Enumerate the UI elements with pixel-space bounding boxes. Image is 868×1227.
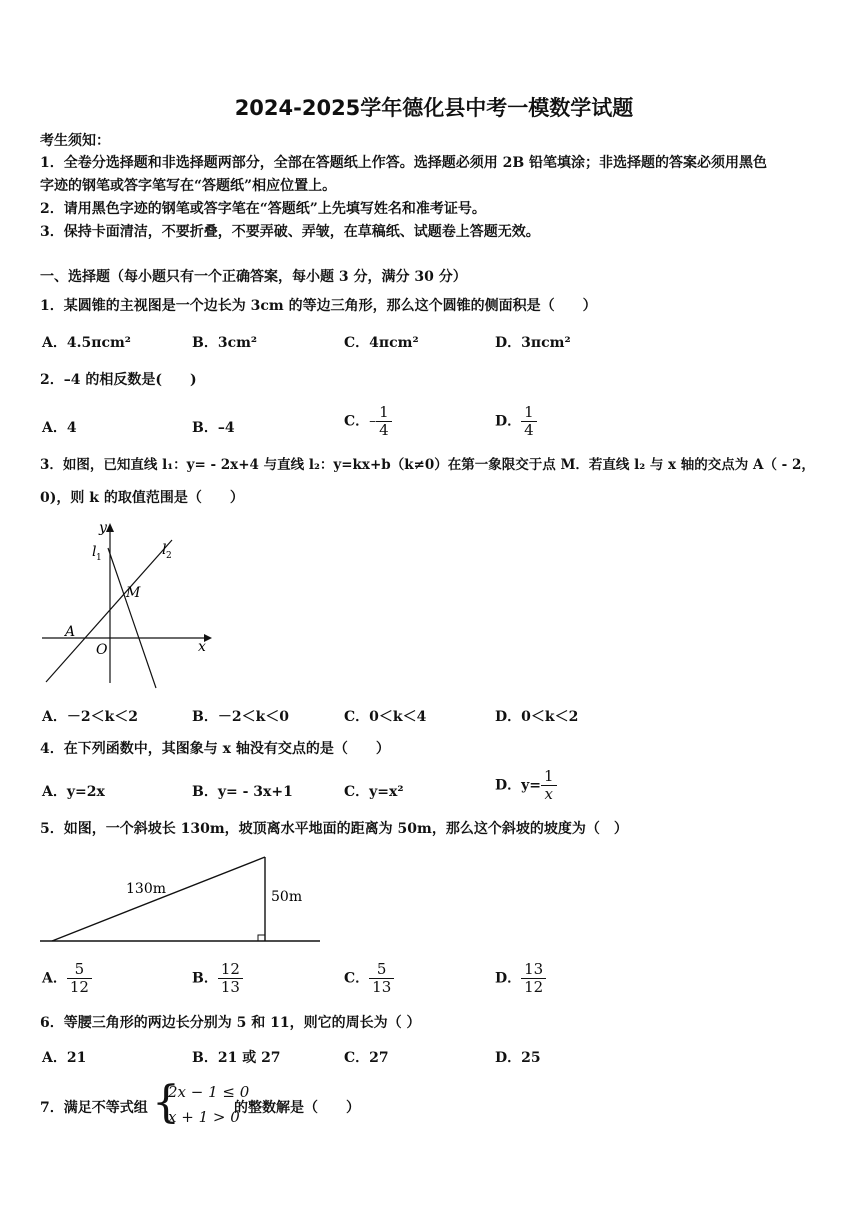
l1-subscript: 1 [96, 553, 102, 563]
l2-label: l [162, 542, 167, 558]
q2-option-c-denominator: 4 [376, 421, 392, 439]
q5-option-d [495, 961, 546, 996]
q6-option-d: D．25 [495, 1050, 541, 1066]
point-m-label: M [126, 585, 141, 601]
q3-option-d: D．0＜k＜2 [495, 709, 579, 725]
q4-option-d-label: D．y= [495, 777, 542, 794]
q4-option-c: C．y=x² [344, 784, 404, 800]
q1-option-b: B．3cm² [192, 335, 258, 351]
q3-option-a: A．－2＜k＜2 [42, 709, 139, 725]
q5-option-b-numerator: 12 [220, 960, 240, 978]
y-axis-label: y [99, 520, 107, 536]
q5-option-a [42, 961, 92, 996]
q3-stem-line1: 3．如图，已知直线 l₁：y= - 2x+4 与直线 l₂：y=kx+b（k≠0）在第一象限交于点 M．若直线 l₂ 与 x 轴的交点为 A（ - 2， [40, 457, 815, 473]
q1-option-c: C．4πcm² [344, 335, 419, 351]
q2-option-d-numerator: 1 [524, 403, 534, 421]
q5-option-a-denominator: 12 [67, 978, 92, 996]
q5-option-c-denominator: 13 [369, 978, 394, 996]
section-heading: 一、选择题（每小题只有一个正确答案，每小题 3 分，满分 30 分） [40, 269, 467, 285]
q2-option-c [344, 404, 392, 439]
q4-option-d [495, 768, 557, 803]
q5-stem: 5．如图，一个斜坡长 130m，坡顶离水平地面的距离为 50m，那么这个斜坡的坡度为（ ） [40, 821, 628, 837]
q4-option-b: B．y= - 3x+1 [192, 784, 293, 800]
q4-option-a: A．y=2x [42, 784, 105, 800]
q5-option-a-label: A． [42, 970, 67, 987]
q7-stem-prefix: 7．满足不等式组 [40, 1100, 148, 1116]
q2-stem: 2．–4 的相反数是( ) [40, 372, 197, 388]
l1-label: l [92, 544, 97, 560]
page-title: 2024-2025学年德化县中考一模数学试题 [234, 96, 634, 120]
q5-option-d-numerator: 13 [524, 960, 544, 978]
q2-option-b: B．–4 [192, 420, 235, 436]
notice-line2: 2．请用黑色字迹的钢笔或答字笔在“答题纸”上先填写姓名和准考证号。 [40, 201, 486, 217]
q5-option-b-label: B． [192, 970, 218, 987]
notice-line3: 3．保持卡面清洁，不要折叠，不要弄破、弄皱，在草稿纸、试题卷上答题无效。 [40, 224, 540, 240]
q7-inequality-1: 2x − 1 ≤ 0 [168, 1083, 250, 1101]
y-axis-arrow [106, 523, 114, 532]
notice-line1b: 字迹的钢笔或答字笔写在“答题纸”相应位置上。 [40, 178, 337, 194]
q6-stem: 6．等腰三角形的两边长分别为 5 和 11，则它的周长为（ ） [40, 1015, 421, 1031]
right-angle-mark [258, 935, 265, 941]
q1-option-d: D．3πcm² [495, 335, 571, 351]
q2-option-c-sign: – [369, 413, 377, 430]
q5-option-c [344, 961, 394, 996]
q2-option-d-denominator: 4 [521, 421, 537, 439]
q5-option-c-numerator: 5 [376, 960, 387, 978]
q6-option-a: A．21 [42, 1050, 87, 1066]
q5-option-c-label: C． [344, 970, 370, 987]
q1-stem: 1．某圆锥的主视图是一个边长为 3cm 的等边三角形，那么这个圆锥的侧面积是（ ） [40, 298, 597, 314]
q5-figure [38, 850, 328, 950]
height-label: 50m [271, 889, 303, 905]
q4-stem: 4．在下列函数中，其图象与 x 轴没有交点的是（ ） [40, 741, 390, 757]
q3-stem-line2: 0)，则 k 的取值范围是（ ） [40, 490, 244, 506]
notice-line1a: 1．全卷分选择题和非选择题两部分，全部在答题纸上作答。选择题必须用 2B 铅笔填涂；非选择题的答案必须用黑色 [40, 155, 768, 171]
q5-option-d-label: D． [495, 970, 522, 987]
q2-option-c-label: C． [344, 413, 370, 430]
notice-heading: 考生须知： [40, 133, 110, 149]
q4-option-d-denominator: x [541, 785, 557, 803]
q7-brace: { [152, 1077, 180, 1128]
q6-option-c: C．27 [344, 1050, 389, 1066]
q4-option-d-numerator: 1 [544, 767, 554, 785]
q2-option-d-label: D． [495, 413, 522, 430]
q3-figure [38, 518, 218, 693]
origin-label: O [96, 642, 108, 658]
x-axis-label: x [198, 639, 206, 655]
line-l2 [46, 540, 172, 682]
l2-subscript: 2 [166, 551, 172, 561]
q5-option-b [192, 961, 243, 996]
q1-option-a: A．4.5πcm² [42, 335, 131, 351]
q7-stem-suffix: 的整数解是（ ） [234, 1100, 360, 1116]
q5-option-a-numerator: 5 [74, 960, 85, 978]
q3-option-c: C．0＜k＜4 [344, 709, 427, 725]
q2-option-a: A．4 [42, 420, 77, 436]
slope-line [52, 857, 265, 941]
q5-option-b-denominator: 13 [218, 978, 243, 996]
q7-inequality-2: x + 1 > 0 [168, 1108, 240, 1126]
point-a-label: A [65, 624, 76, 640]
q6-option-b: B．21 或 27 [192, 1050, 281, 1066]
q5-option-d-denominator: 12 [521, 978, 546, 996]
q3-option-b: B．－2＜k＜0 [192, 709, 290, 725]
q2-option-c-numerator: 1 [379, 403, 389, 421]
q2-option-d [495, 404, 537, 439]
slope-length-label: 130m [126, 881, 166, 897]
line-l1 [108, 548, 156, 688]
